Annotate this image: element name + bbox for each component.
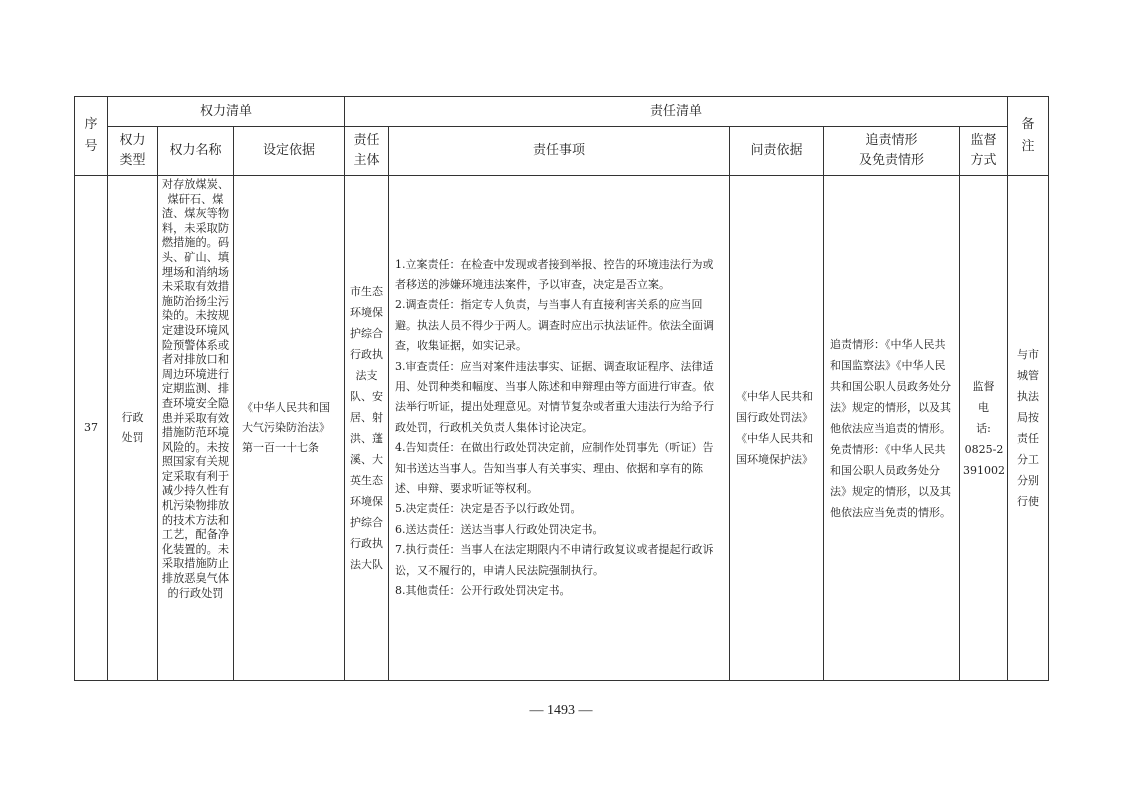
header-resp-subject: 责任主体 [345, 127, 389, 176]
power-responsibility-table [74, 96, 1049, 681]
resp-item: 7.执行责任：当事人在法定期限内不申请行政复议或者提起行政诉讼，又不履行的，申请人民法院强制执行。 [395, 543, 714, 577]
row-power-type: 行政处罚 [108, 176, 158, 681]
page-number: — 1493 — [529, 703, 593, 718]
row-accountability [824, 176, 960, 681]
row-resp-subject: 市生态环境保护综合行政执法支队、安居、射洪、蓬溪、大英生态环境保护综合行政执法大队 [345, 176, 389, 681]
header-account-basis: 问责依据 [730, 127, 824, 176]
header-power-name: 权力名称 [158, 127, 234, 176]
resp-item: 2.调查责任：指定专人负责，与当事人有直接利害关系的应当回避。执法人员不得少于两人。调查时应出示执法证件。依法全面调查，收集证据，如实记录。 [395, 298, 714, 353]
row-account-basis: 《中华人民共和国行政处罚法》《中华人民共和国环境保护法》 [730, 176, 824, 681]
row-basis: 《中华人民共和国大气污染防治法》第一百一十七条 [234, 176, 345, 681]
row-resp-items [389, 176, 730, 681]
header-power-list: 权力清单 [108, 97, 345, 127]
resp-item: 6.送达责任：送达当事人行政处罚决定书。 [395, 522, 604, 536]
resp-item: 8.其他责任：公开行政处罚决定书。 [395, 584, 571, 598]
header-resp-list: 责任清单 [345, 97, 1008, 127]
row-seq: 37 [75, 176, 108, 681]
header-power-type: 权力类型 [108, 127, 158, 176]
resp-item: 3.审查责任：应当对案件违法事实、证据、调查取证程序、法律适用、处罚种类和幅度、当事人陈述和申辩理由等方面进行审查。依法举行听证，提出处理意见。对情节复杂或者重大违法行为给予行政处罚，行政机关负责人集体讨论决定。 [395, 359, 714, 434]
row-remarks: 与市城管执法局按责任分工分别行使 [1008, 176, 1049, 681]
row-power-name: 对存放煤炭、煤矸石、煤渣、煤灰等物料，未采取防燃措施的。码头、矿山、填埋场和消纳场未采取有效措施防治扬尘污染的。未按规定建设环境风险预警体系或者对排放口和周边环境进行定期监测、排查环境安全隐患并采取有效措施防范环境风险的。未按照国家有关规定采取有利于减少持久性有机污染物排放的技术方法和工艺，配备净化装置的。未采取措施防止排放恶臭气体的行政处罚 [158, 176, 234, 681]
header-resp-items: 责任事项 [389, 127, 730, 176]
resp-item: 1.立案责任：在检查中发现或者接到举报、控告的环境违法行为或者移送的涉嫌环境违法案件，予以审查，决定是否立案。 [395, 257, 714, 291]
row-supervision: 监督电话: 0825-2391002 [960, 176, 1008, 681]
header-seq: 序号 [75, 97, 108, 176]
accountability-item: 免责情形：《中华人民共和国公职人员政务处分法》规定的情形，以及其他依法应当免责的情形。 [830, 442, 951, 519]
resp-item: 5.决定责任：决定是否予以行政处罚。 [395, 502, 582, 516]
header-accountability: 追责情形 及免责情形 [824, 127, 960, 176]
accountability-item: 追责情形：《中华人民共和国监察法》《中华人民共和国公职人员政务处分法》规定的情形，以及其他依法应当追责的情形。 [830, 337, 951, 435]
header-remarks: 备注 [1008, 97, 1049, 176]
header-basis: 设定依据 [234, 127, 345, 176]
resp-item: 4.告知责任：在做出行政处罚决定前，应制作处罚事先（听证）告知书送达当事人。告知当事人有关事实、理由、依据和享有的陈述、申辩、要求听证等权利。 [395, 441, 714, 496]
header-supervision: 监督方式 [960, 127, 1008, 176]
